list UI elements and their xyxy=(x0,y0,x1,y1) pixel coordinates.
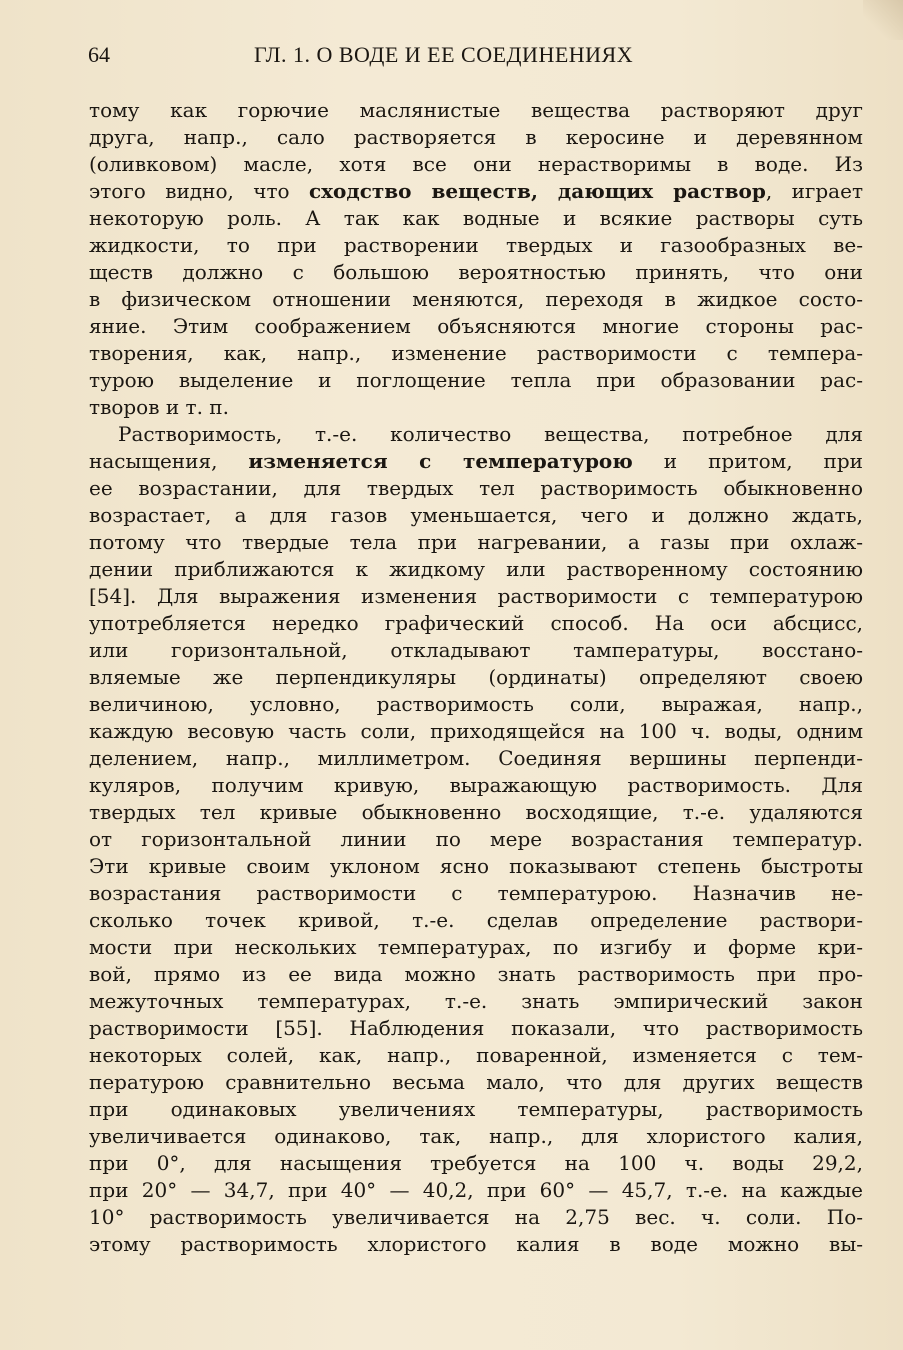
text-line: увеличивается одинаково, так, напр., для хлористого калия, xyxy=(89,1124,863,1148)
text-line: употребляется нередко графический способ. На оси абсцисс, xyxy=(89,611,863,635)
page-corner-wear xyxy=(863,0,903,40)
text-line: вляемые же перпендикуляры (ординаты) определяют своею xyxy=(89,665,863,689)
text-line: мости при нескольких температурах, по изгибу и форме кри- xyxy=(89,935,863,959)
page-number: 64 xyxy=(88,42,110,67)
text-line: сколько точек кривой, т.-е. сделав определение раствори- xyxy=(89,908,863,932)
text-line: от горизонтальной линии по мере возрастания температур. xyxy=(89,827,863,851)
text-line: вой, прямо из ее вида можно знать растворимость при про- xyxy=(89,962,863,986)
text-line: жидкости, то при растворении твердых и газообразных ве- xyxy=(89,233,863,257)
text-fragment: , играет xyxy=(765,179,864,203)
text-line xyxy=(89,448,863,475)
text-line: при одинаковых увеличениях температуры, растворимость xyxy=(89,1097,863,1121)
emphasis-phrase: изменяется с температурою xyxy=(248,449,633,473)
text-line: ее возрастании, для твердых тел растворимость обыкновенно xyxy=(89,476,863,500)
text-line: (оливковом) масле, хотя все они нерастворимы в воде. Из xyxy=(89,152,863,176)
text-line: пературою сравнительно весьма мало, что для других веществ xyxy=(89,1070,863,1094)
text-fragment: насыщения, xyxy=(89,449,249,473)
text-line: творов и т. п. xyxy=(89,395,229,419)
text-line: некоторую роль. А так как водные и всякие растворы суть xyxy=(89,206,863,230)
text-line: турою выделение и поглощение тепла при образовании рас- xyxy=(89,368,863,392)
text-fragment: этого видно, что xyxy=(89,179,309,203)
text-line: тому как горючие маслянистые вещества растворяют друг xyxy=(89,98,863,122)
text-line: возрастания растворимости с температурою. Назначив не- xyxy=(89,881,863,905)
text-line xyxy=(89,178,863,205)
text-line: Растворимость, т.-е. количество вещества, потребное для xyxy=(118,422,863,446)
text-line: некоторых солей, как, напр., поваренной, изменяется с тем- xyxy=(89,1043,863,1067)
text-line: каждую весовую часть соли, приходящейся на 100 ч. воды, одним xyxy=(89,719,863,743)
text-line: межуточных температурах, т.-е. знать эмпирический закон xyxy=(89,989,863,1013)
text-line: величиною, условно, растворимость соли, выражая, напр., xyxy=(89,692,863,716)
text-line: растворимости [55]. Наблюдения показали, что растворимость xyxy=(89,1016,863,1040)
running-head: ГЛ. 1. О ВОДЕ И ЕЕ СОЕДИНЕНИЯХ xyxy=(254,42,634,67)
text-line: потому что твердые тела при нагревании, а газы при охлаж- xyxy=(89,530,863,554)
text-line: дении приближаются к жидкому или растворенному состоянию xyxy=(89,557,863,581)
text-line: [54]. Для выражения изменения растворимости с температурою xyxy=(89,584,863,608)
text-line: куляров, получим кривую, выражающую растворимость. Для xyxy=(89,773,863,797)
text-line: этому растворимость хлористого калия в воде можно вы- xyxy=(89,1232,863,1256)
text-line: делением, напр., миллиметром. Соединяя вершины перпенди- xyxy=(89,746,863,770)
emphasis-phrase: сходство веществ, дающих раствор xyxy=(308,179,766,203)
text-fragment: и притом, при xyxy=(632,449,863,473)
text-line: или горизонтальной, откладывают тампературы, восстано- xyxy=(89,638,863,662)
text-line: твердых тел кривые обыкновенно восходящие, т.-е. удаляются xyxy=(89,800,863,824)
text-line: возрастает, а для газов уменьшается, чего и должно ждать, xyxy=(89,503,863,527)
text-line: яние. Этим соображением объясняются многие стороны рас- xyxy=(89,314,863,338)
text-line: Эти кривые своим уклоном ясно показывают степень быстроты xyxy=(89,854,863,878)
text-line: 10° растворимость увеличивается на 2,75 вес. ч. соли. По- xyxy=(89,1205,863,1229)
text-line: при 20° — 34,7, при 40° — 40,2, при 60° — 45,7, т.-е. на каждые xyxy=(89,1178,863,1202)
text-line: творения, как, напр., изменение растворимости с темпера- xyxy=(89,341,863,365)
text-line: при 0°, для насыщения требуется на 100 ч. воды 29,2, xyxy=(89,1151,863,1175)
text-line: ществ должно с большою вероятностью принять, что они xyxy=(89,260,863,284)
text-line: в физическом отношении меняются, переходя в жидкое состо- xyxy=(89,287,863,311)
text-line: друга, напр., сало растворяется в керосине и деревянном xyxy=(89,125,863,149)
